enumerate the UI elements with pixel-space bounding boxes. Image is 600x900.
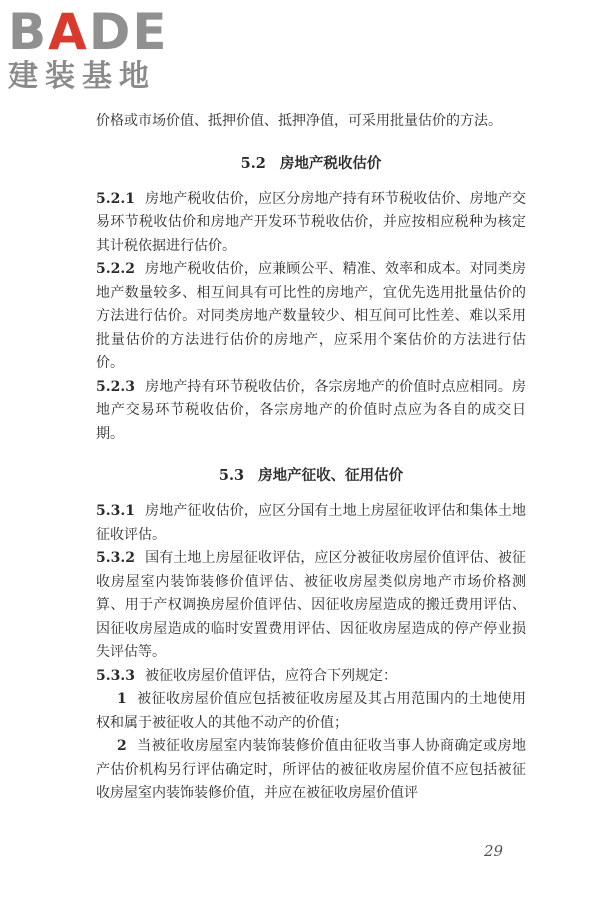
list-item-2	[96, 735, 526, 806]
section-title: 房地产税收估价	[279, 154, 382, 172]
clause-5-3-2	[96, 547, 526, 665]
logo-letter-a: A	[48, 3, 89, 61]
logo-wordmark	[8, 3, 188, 61]
section-number: 5.3	[218, 467, 245, 484]
clause-text: 被征收房屋价值评估，应符合下列规定：	[144, 667, 397, 684]
clause-number: 5.2.1	[96, 190, 135, 207]
clause-text: 房地产税收估价，应区分房地产持有环节税收估价、房地产交易环节税收估价和房地产开发环节税收估价，并应按相应税种为核定其计税依据进行估价。	[96, 190, 526, 254]
item-number: 2	[117, 738, 127, 754]
clause-5-2-2	[96, 258, 526, 376]
section-heading-5-2	[96, 152, 526, 176]
clause-5-3-1	[96, 500, 526, 547]
clause-text: 房地产税收估价，应兼顾公平、精准、效率和成本。对同类房地产数量较多、相互间具有可比性的房地产，宜优先选用批量估价的方法进行估价。对同类房地产数量较少、相互间可比性差、难以采用批量估价的方法进行估价的房地产，应采用个案估价的方法进行估价。	[96, 261, 526, 371]
clause-5-2-3	[96, 376, 526, 447]
clause-text: 国有土地上房屋征收评估，应区分被征收房屋价值评估、被征收房屋室内装饰装修价值评估、被征收房屋类似房地产市场价格测算、用于产权调换房屋价值评估、因征收房屋造成的搬迁费用评估、因征收房屋造成的临时安置费用评估、因征收房屋造成的停产停业损失评估等。	[96, 550, 526, 660]
clause-number: 5.2.3	[96, 378, 135, 395]
bade-logo	[8, 3, 188, 94]
section-number: 5.2	[240, 154, 266, 172]
item-text: 当被征收房屋室内装饰装修价值由征收当事人协商确定或房地产估价机构另行评估确定时，所评估的被征收房屋价值不应包括被征收房屋室内装饰装修价值，并应在被征收房屋价值评	[96, 738, 526, 801]
logo-letter-b: B	[8, 3, 49, 61]
clause-5-3-3	[96, 665, 526, 689]
clause-text: 房地产征收估价，应区分国有土地上房屋征收评估和集体土地征收评估。	[96, 503, 526, 543]
document-body	[96, 110, 526, 806]
clause-number: 5.3.1	[96, 503, 135, 519]
clause-number: 5.3.3	[96, 667, 135, 684]
clause-text: 房地产持有环节税收估价，各宗房地产的价值时点应相同。房地产交易环节税收估价，各宗房地产的价值时点应为各自的成交日期。	[96, 378, 526, 442]
page-number: 29	[484, 842, 504, 860]
clause-number: 5.3.2	[96, 550, 135, 566]
section-title: 房地产征收、征用估价	[258, 467, 404, 484]
clause-number: 5.2.2	[96, 261, 135, 277]
list-item-1	[96, 688, 526, 735]
item-text: 被征收房屋价值应包括被征收房屋及其占用范围内的土地使用权和属于被征收人的其他不动产的价值；	[96, 691, 526, 731]
logo-letters-de: DE	[88, 3, 169, 61]
intro-paragraph: 价格或市场价值、抵押价值、抵押净值，可采用批量估价的方法。	[96, 113, 502, 129]
item-number: 1	[117, 691, 127, 707]
section-heading-5-3	[96, 464, 526, 488]
clause-5-2-1	[96, 188, 526, 259]
logo-subtitle: 建装基地	[8, 59, 156, 94]
